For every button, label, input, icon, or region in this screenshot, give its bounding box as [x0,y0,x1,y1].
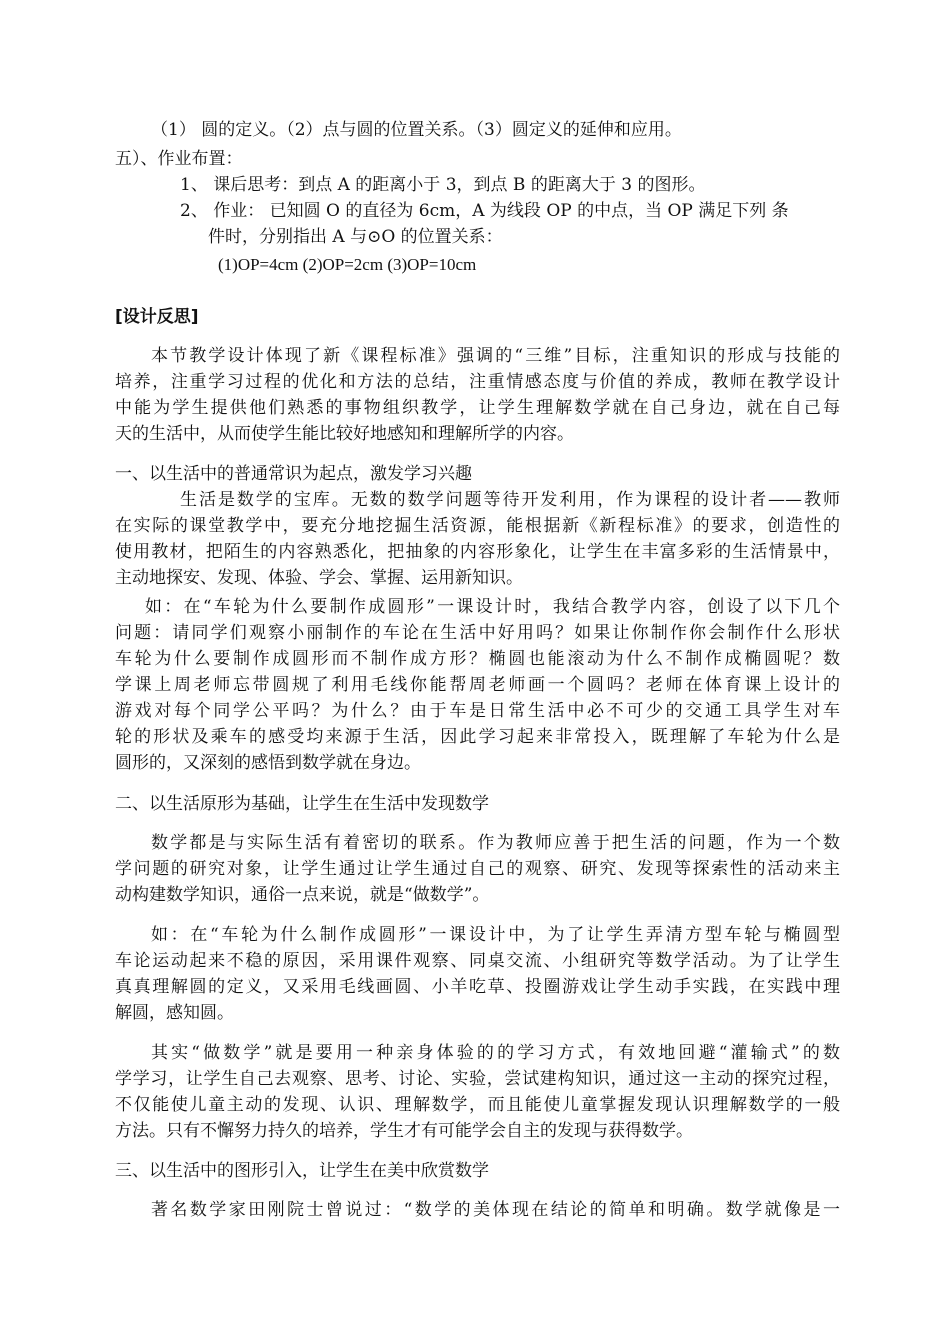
intro-line: 本节教学设计体现了新《课程标准》强调的“三维”目标，注重知识的形成与技能的 [151,346,840,366]
section-1-para-2-line: 问题：请同学们观察小丽制作的车论在生活中好用吗？如果让你制作你会制作什么形状 [115,623,840,643]
section-1-para-1-line: 在实际的课堂教学中，要充分地挖掘生活资源，能根据新《新程标准》的要求，创造性的 [115,516,840,536]
homework-heading: 五）、作业布置： [115,149,243,169]
homework-item-2-line-2: 件时，分别指出 A 与⊙O 的位置关系： [208,227,503,247]
homework-item-2-line-1: 2、 作业： 已知圆 O 的直径为 6cm，A 为线段 OP 的中点，当 OP 满足下列 条 [180,201,789,221]
section-1-title: 一、以生活中的普通常识为起点，激发学习兴趣 [115,464,472,484]
section-2-para-2-line: 真真理解圆的定义，又采用毛线画圆、小羊吃草、投圈游戏让学生动手实践，在实践中理 [115,977,840,997]
homework-item-1: 1、 课后思考：到点 A 的距离小于 3，到点 B 的距离大于 3 的图形。 [180,175,706,195]
section-3-para-1-line: 著名数学家田刚院士曾说过：“数学的美体现在结论的简单和明确。数学就像是一 [151,1200,840,1220]
section-2-para-3-line: 其实“做数学”就是要用一种亲身体验的的学习方式，有效地回避“灌输式”的数 [151,1043,840,1063]
section-1-para-1-line: 使用教材，把陌生的内容熟悉化，把抽象的内容形象化，让学生在丰富多彩的生活情景中， [115,542,840,562]
section-1-para-2-line: 学课上周老师忘带圆规了利用毛线你能帮周老师画一个圆吗？老师在体育课上设计的 [115,675,840,695]
section-2-para-2-line: 解圆，感知圆。 [115,1003,234,1023]
section-2-para-2-line: 如：在“车轮为什么制作成圆形”一课设计中，为了让学生弄清方型车轮与椭圆型 [151,925,840,945]
section-3-title: 三、以生活中的图形引入，让学生在美中欣赏数学 [115,1161,489,1181]
section-1-para-2-line: 游戏对每个同学公平吗？为什么？由于车是日常生活中必不可少的交通工具学生对车 [115,701,840,721]
section-2-para-1-line: 数学都是与实际生活有着密切的联系。作为教师应善于把生活的问题，作为一个数 [151,833,840,853]
section-2-para-1-line: 动构建数学知识，通俗一点来说，就是“做数学”。 [115,885,490,905]
section-2-para-3-line: 学学习，让学生自己去观察、思考、讨论、实验，尝试建构知识，通过这一主动的探究过程， [115,1069,840,1089]
section-1-para-2-line: 如：在“车轮为什么要制作成圆形”一课设计时，我结合教学内容，创设了以下几个 [145,597,840,617]
section-1-para-2-line: 车轮为什么要制作成圆形而不制作成方形？椭圆也能滚动为什么不制作成椭圆呢？数 [115,649,840,669]
section-2-para-3-line: 方法。只有不懈努力持久的培养，学生才有可能学会自主的发现与获得数学。 [115,1121,693,1141]
section-2-para-3-line: 不仅能使儿童主动的发现、认识、理解数学，而且能使儿童掌握发现认识理解数学的一般 [115,1095,840,1115]
intro-line: 培养，注重学习过程的优化和方法的总结，注重情感态度与价值的养成，教师在教学设计 [115,372,840,392]
section-1-para-2-line: 圆形的，又深刻的感悟到数学就在身边。 [115,753,421,773]
homework-item-2-options: (1)OP=4cm (2)OP=2cm (3)OP=10cm [218,255,477,274]
section-2-title: 二、以生活原形为基础，让学生在生活中发现数学 [115,794,489,814]
section-1-para-1-line: 生活是数学的宝库。无数的数学问题等待开发利用，作为课程的设计者——教师 [180,490,840,510]
reflection-heading: [设计反思] [115,307,199,327]
section-1-para-2-line: 轮的形状及乘车的感受均来源于生活，因此学习起来非常投入，既理解了车轮为什么是 [115,727,840,747]
section-2-para-2-line: 车论运动起来不稳的原因，采用课件观察、同桌交流、小组研究等数学活动。为了让学生 [115,951,840,971]
intro-line: 中能为学生提供他们熟悉的事物组织教学，让学生理解数学就在自己身边，就在自己每 [115,398,840,418]
section-1-para-1-line: 主动地探安、发现、体验、学会、掌握、运用新知识。 [115,568,523,588]
summary-line: （1） 圆的定义。（2）点与圆的位置关系。（3）圆定义的延伸和应用。 [151,120,682,140]
intro-line: 天的生活中，从而使学生能比较好地感知和理解所学的内容。 [115,424,574,444]
section-2-para-1-line: 学问题的研究对象，让学生通过让学生通过自己的观察、研究、发现等探索性的活动来主 [115,859,840,879]
